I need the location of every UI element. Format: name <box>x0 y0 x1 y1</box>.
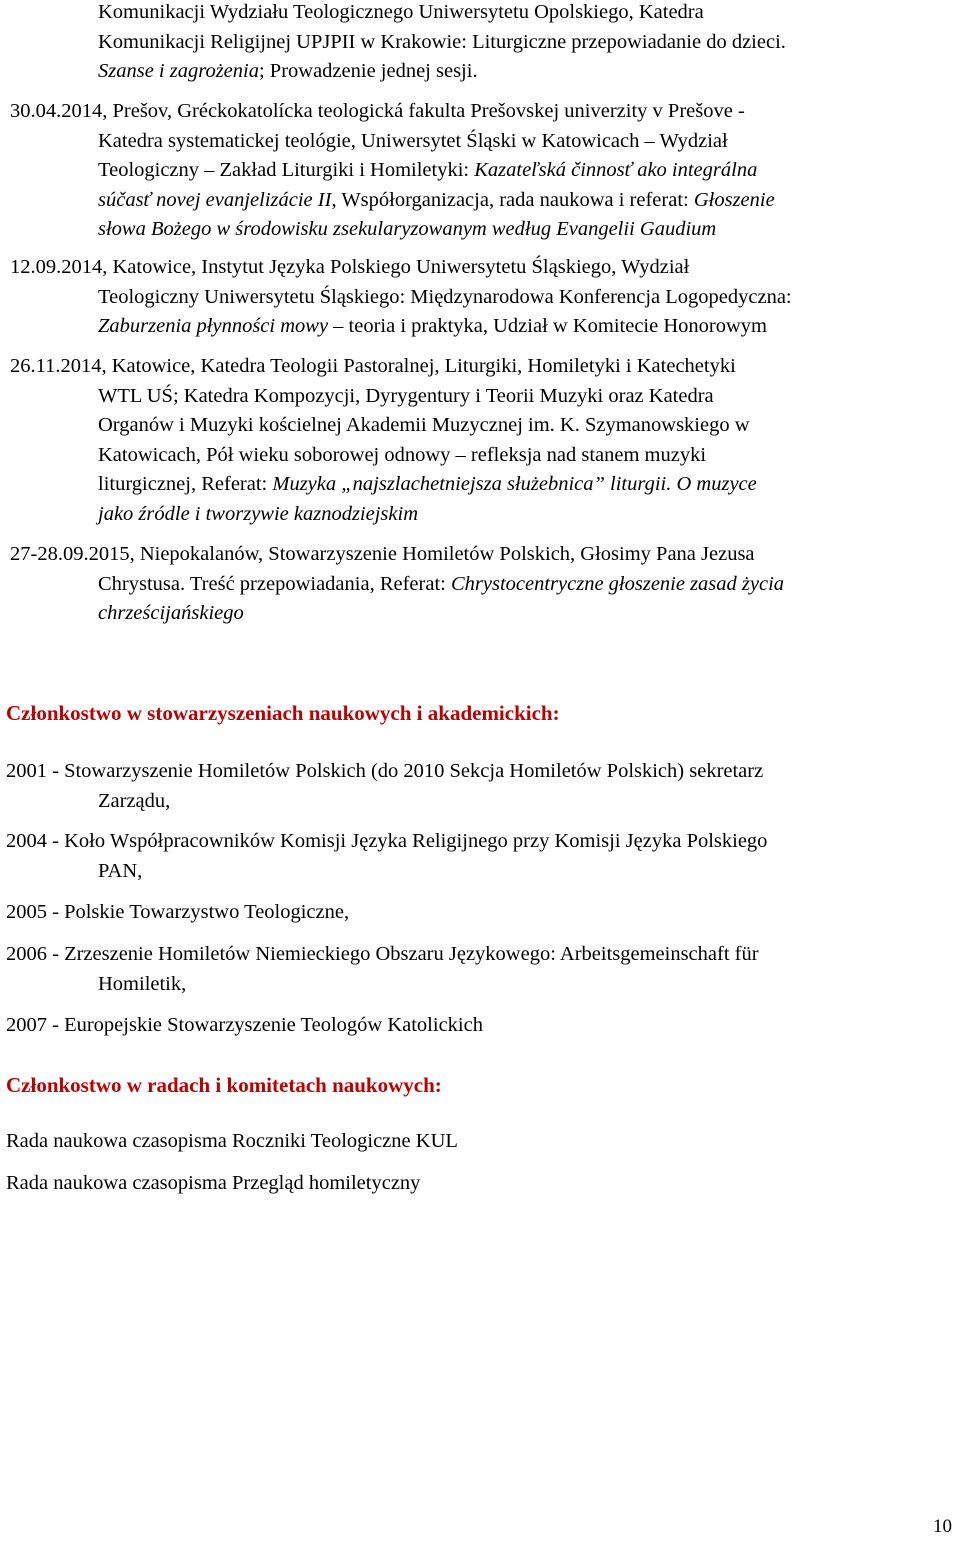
membership-item <box>6 898 951 928</box>
talk-title: jako źródle i tworzywie kaznodziejskim <box>98 502 419 525</box>
entry-text: liturgicznej, Referat: <box>98 473 273 495</box>
talk-title: Głoszenie <box>693 188 775 211</box>
entry-text: – teoria i praktyka, Udział w Komitecie Honorowym <box>328 315 767 337</box>
conference-entry <box>10 540 955 629</box>
entry-line: 26.11.2014, Katowice, Katedra Teologii Pastoralnej, Liturgiki, Homiletyki i Katechetyki <box>10 355 736 377</box>
page-number: 10 <box>933 1516 952 1537</box>
entry-text: Chrystusa. Treść przepowiadania, Referat: <box>98 572 451 595</box>
membership-line: 2006 - Zrzeszenie Homiletów Niemieckiego Obszaru Językowego: Arbeitsgemeinschaft für <box>6 943 759 965</box>
board-item: Rada naukowa czasopisma Przegląd homiletyczny <box>6 1172 421 1194</box>
membership-line: PAN, <box>98 859 143 882</box>
entry-line <box>98 215 955 245</box>
membership-line: 2004 - Koło Współpracowników Komisji Języka Religijnego przy Komisji Języka Polskiego <box>6 830 768 852</box>
entry-line: 12.09.2014, Katowice, Instytut Języka Polskiego Uniwersytetu Śląskiego, Wydział <box>10 256 690 278</box>
entry-line <box>98 312 955 342</box>
membership-item <box>6 940 951 999</box>
talk-title: chrześcijańskiego <box>98 602 244 624</box>
membership-line: Zarządu, <box>98 789 171 812</box>
entry-line: 27-28.09.2015, Niepokalanów, Stowarzyszenie Homiletów Polskich, Głosimy Pana Jezusa <box>10 543 755 565</box>
entry-line: Komunikacji Wydziału Teologicznego Uniwersytetu Opolskiego, Katedra <box>98 1 704 23</box>
membership-item <box>6 757 951 816</box>
board-item: Rada naukowa czasopisma Roczniki Teologiczne KUL <box>6 1130 458 1152</box>
talk-title: súčasť novej evanjelizácie II <box>98 188 332 211</box>
conference-entry <box>10 0 955 87</box>
entry-text: , Współorganizacja, rada naukowa i referat: <box>331 188 694 211</box>
membership-heading: Członkostwo w stowarzyszeniach naukowych i akademickich: <box>6 701 560 725</box>
talk-title: Kazateľská činnosť ako integrálna <box>474 159 758 181</box>
entry-line: 30.04.2014, Prešov, Gréckokatolícka teologická fakulta Prešovskej univerzity v Prešove - <box>10 100 745 122</box>
entry-line: Organów i Muzyki kościelnej Akademii Muzycznej im. K. Szymanowskiego w <box>98 414 750 436</box>
entry-line <box>98 599 955 629</box>
entry-line: WTL UŚ; Katedra Kompozycji, Dyrygentury i Teorii Muzyki oraz Katedra <box>98 384 714 407</box>
entry-line: Katowicach, Pół wieku soborowej odnowy – refleksja nad stanem muzyki <box>98 443 707 466</box>
membership-line: 2007 - Europejskie Stowarzyszenie Teologów Katolickich <box>6 1014 483 1036</box>
entry-line: Katedra systematickej teológie, Uniwersytet Śląski w Katowicach – Wydział <box>98 129 728 152</box>
conference-entry <box>10 352 955 529</box>
talk-title: Zaburzenia płynności mowy <box>98 315 329 337</box>
membership-line: 2001 - Stowarzyszenie Homiletów Polskich (do 2010 Sekcja Homiletów Polskich) sekretarz <box>6 760 764 782</box>
entry-line <box>98 470 955 500</box>
talk-title: słowa Bożego w środowisku zsekularyzowanym według Evangelii Gaudium <box>98 218 717 240</box>
entry-line <box>98 186 955 216</box>
entry-line <box>98 570 955 600</box>
entry-line: Teologiczny Uniwersytetu Śląskiego: Międzynarodowa Konferencja Logopedyczna: <box>98 285 792 308</box>
entry-line <box>98 500 955 530</box>
entry-line: Komunikacji Religijnej UPJPII w Krakowie: Liturgiczne przepowiadanie do dzieci. <box>98 30 786 53</box>
entry-line <box>98 156 955 186</box>
membership-item <box>6 1011 951 1041</box>
membership-line: 2005 - Polskie Towarzystwo Teologiczne, <box>6 901 350 923</box>
entry-text: Teologiczny – Zakład Liturgiki i Homiletyki: <box>98 159 475 181</box>
talk-title: Szanse i zagrożenia <box>98 60 259 82</box>
talk-title: Muzyka „najszlachetniejsza służebnica” liturgii. O muzyce <box>272 473 757 495</box>
conference-entry <box>10 253 955 342</box>
membership-item <box>6 827 951 886</box>
talk-title: Chrystocentryczne głoszenie zasad życia <box>450 572 785 595</box>
conference-entry <box>10 97 955 245</box>
membership-line: Homiletik, <box>98 972 187 995</box>
boards-heading: Członkostwo w radach i komitetach naukowych: <box>6 1073 442 1097</box>
entry-text: ; Prowadzenie jednej sesji. <box>258 60 478 82</box>
entry-line <box>98 57 955 87</box>
